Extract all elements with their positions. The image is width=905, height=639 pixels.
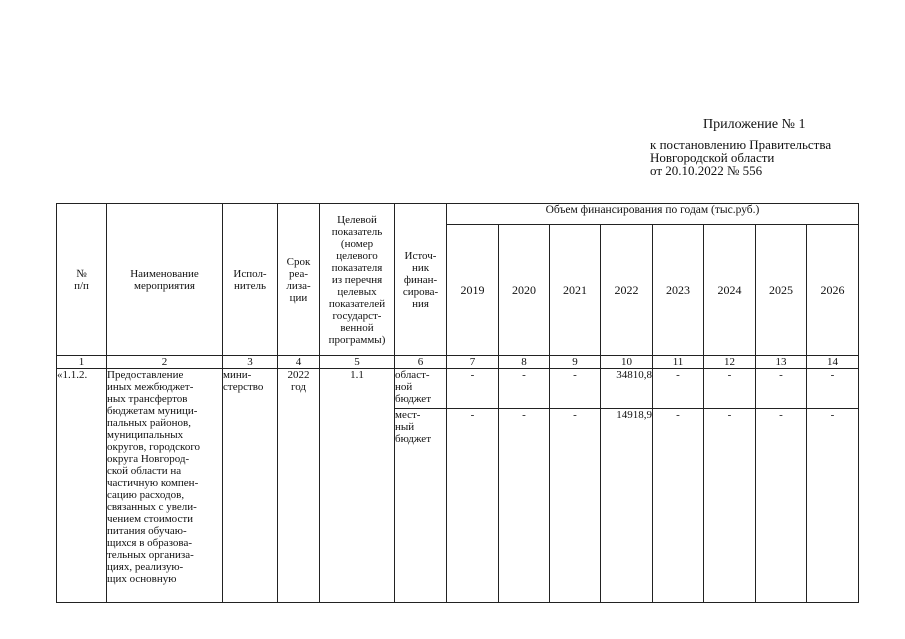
value-cell: - <box>807 409 859 603</box>
column-number: 13 <box>756 356 807 369</box>
header-funding: Объем финансирования по годам (тыс.руб.) <box>447 204 859 225</box>
header-target: Целевой показатель (номер целевого показателя из перечня целевых показателей государст- венной программы) <box>320 204 395 356</box>
header-executor: Испол- нитель <box>223 204 278 356</box>
value-cell: - <box>756 409 807 603</box>
column-number: 11 <box>653 356 704 369</box>
value-cell: - <box>653 369 704 409</box>
column-number: 2 <box>107 356 223 369</box>
target-indicator: 1.1 <box>320 369 395 603</box>
header-source: Источ- ник финан- сирова- ния <box>395 204 447 356</box>
header-line-date: от 20.10.2022 № 556 <box>650 163 763 178</box>
executor: мини- стерство <box>223 369 278 603</box>
header-year: 2022 <box>601 225 653 356</box>
column-number: 8 <box>499 356 550 369</box>
value-cell: - <box>550 409 601 603</box>
header-year: 2026 <box>807 225 859 356</box>
value-cell: - <box>447 369 499 409</box>
column-number: 12 <box>704 356 756 369</box>
header-line-region: Новгородской области <box>650 150 775 165</box>
column-number: 5 <box>320 356 395 369</box>
value-cell: 34810,8 <box>601 369 653 409</box>
value-cell: - <box>807 369 859 409</box>
value-cell: - <box>756 369 807 409</box>
funding-table <box>56 203 859 603</box>
header-num: № п/п <box>57 204 107 356</box>
row-number: «1.1.2. <box>57 369 107 603</box>
source-regional: област- ной бюджет <box>395 369 447 409</box>
header-year: 2021 <box>550 225 601 356</box>
header-year: 2025 <box>756 225 807 356</box>
value-cell: - <box>499 409 550 603</box>
header-line-resolution: к постановлению Правительства <box>650 137 832 152</box>
column-number: 6 <box>395 356 447 369</box>
column-number: 9 <box>550 356 601 369</box>
header-year: 2023 <box>653 225 704 356</box>
activity-name: Предоставление иных межбюджет- ных трансфертов бюджетам муници- пальных районов, муниципальных округов, городского округа Новгород- ской области на частичную компен- сацию расходов, связанных с увели- чением стоимости питания обучаю- щихся в образова- тельных организа- циях, реализую- щих основную <box>107 369 223 603</box>
value-cell: - <box>499 369 550 409</box>
column-number: 14 <box>807 356 859 369</box>
column-number: 3 <box>223 356 278 369</box>
header-year: 2020 <box>499 225 550 356</box>
header-year: 2019 <box>447 225 499 356</box>
source-local: мест- ный бюджет <box>395 409 447 603</box>
value-cell: - <box>704 409 756 603</box>
term: 2022 год <box>278 369 320 603</box>
header-name: Наименование мероприятия <box>107 204 223 356</box>
value-cell: - <box>447 409 499 603</box>
column-number: 1 <box>57 356 107 369</box>
column-number: 4 <box>278 356 320 369</box>
value-cell: - <box>550 369 601 409</box>
value-cell: 14918,9 <box>601 409 653 603</box>
column-number: 10 <box>601 356 653 369</box>
column-number: 7 <box>447 356 499 369</box>
value-cell: - <box>653 409 704 603</box>
value-cell: - <box>704 369 756 409</box>
header-term: Срок реа- лиза- ции <box>278 204 320 356</box>
header-year: 2024 <box>704 225 756 356</box>
appendix-title: Приложение № 1 <box>703 117 806 132</box>
